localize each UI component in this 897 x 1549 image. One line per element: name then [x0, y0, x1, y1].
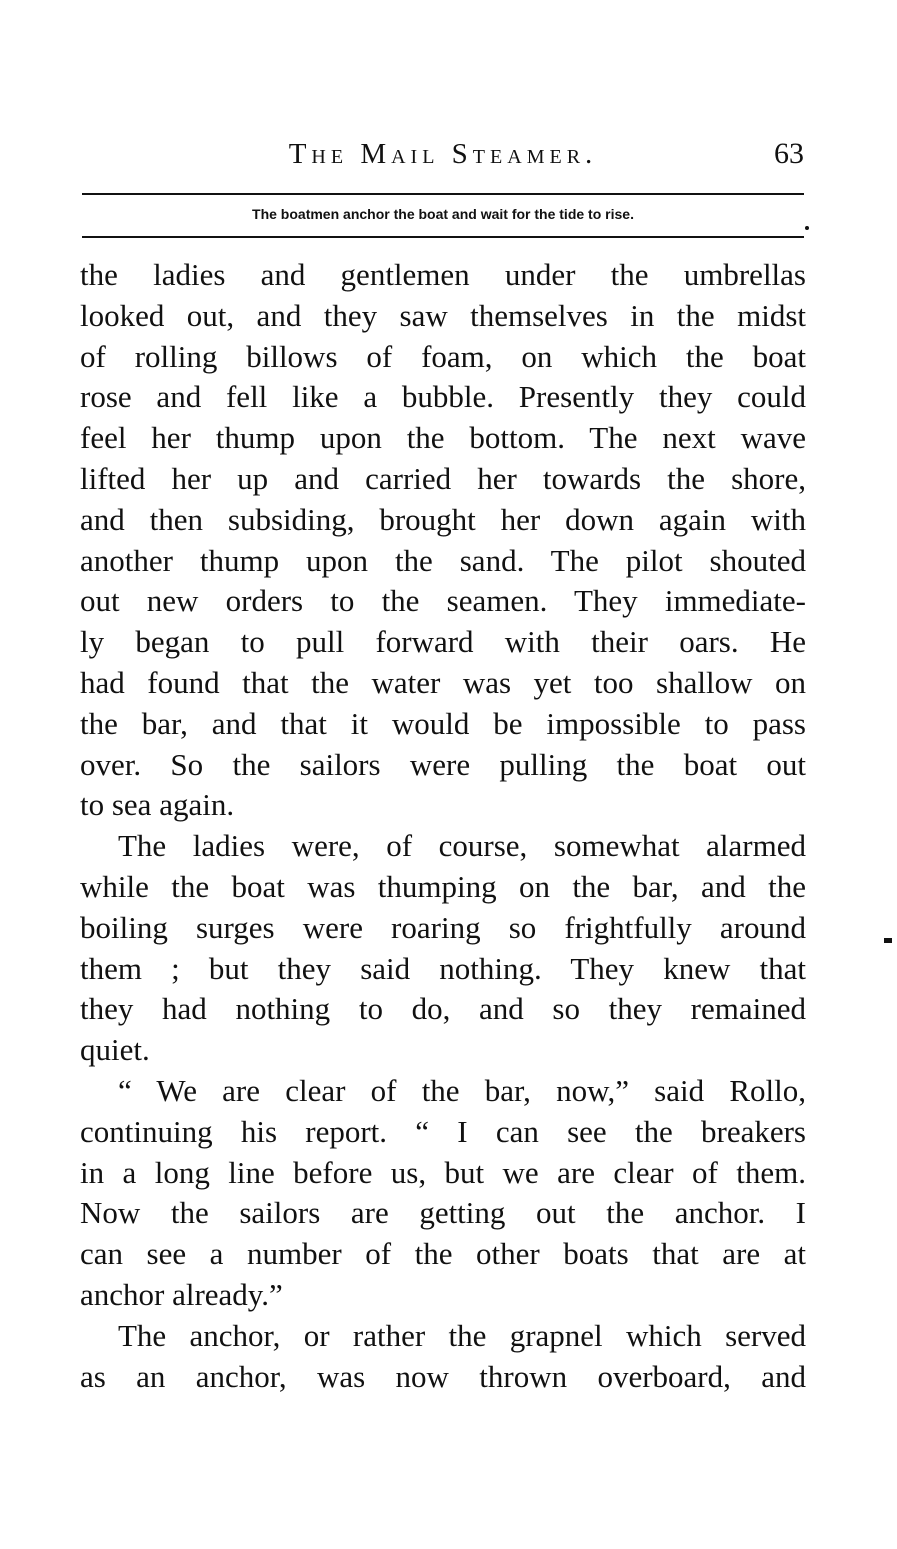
text-line: over. So the sailors were pulling the boat out	[80, 746, 806, 782]
text-line: they had nothing to do, and so they remained	[80, 991, 806, 1027]
text-line: to sea again.	[80, 787, 235, 823]
text-line: The anchor, or rather the grapnel which served	[118, 1317, 806, 1353]
text-line: the bar, and that it would be impossible to pass	[80, 705, 806, 741]
text-line: The ladies were, of course, somewhat alarmed	[118, 828, 806, 864]
text-line: as an anchor, was now thrown overboard, and	[80, 1358, 806, 1394]
text-line: anchor already.”	[80, 1276, 283, 1312]
text-line: “ We are clear of the bar, now,” said Rollo,	[118, 1072, 806, 1108]
body-text	[80, 255, 806, 1397]
text-line: can see a number of the other boats that are at	[80, 1236, 806, 1272]
text-line: feel her thump upon the bottom. The next wave	[80, 420, 806, 456]
text-line: rose and fell like a bubble. Presently they could	[80, 379, 806, 415]
text-line: and then subsiding, brought her down again with	[80, 501, 806, 537]
header-rule-top	[82, 193, 804, 195]
rule-dot-mark	[805, 226, 809, 230]
running-title: The Mail Steamer.	[288, 138, 598, 170]
text-line: in a long line before us, but we are clear of them.	[80, 1154, 806, 1190]
header-rule-bottom	[82, 236, 804, 238]
text-line: the ladies and gentlemen under the umbrellas	[80, 257, 806, 292]
text-line: out new orders to the seamen. They immediate-	[80, 583, 806, 619]
text-line: ly began to pull forward with their oars. He	[80, 624, 806, 660]
text-line: lifted her up and carried her towards the shore,	[80, 460, 806, 496]
text-line: Now the sailors are getting out the anchor. I	[80, 1195, 806, 1231]
chapter-synopsis: The boatmen anchor the boat and wait for the tide to rise.	[252, 206, 634, 222]
text-line: them ; but they said nothing. They knew that	[80, 950, 806, 986]
text-line: of rolling billows of foam, on which the boat	[80, 338, 806, 374]
page-number: 63	[774, 137, 804, 170]
text-line: boiling surges were roaring so frightfully around	[80, 909, 806, 945]
text-line: had found that the water was yet too shallow on	[80, 664, 806, 700]
text-line: continuing his report. “ I can see the breakers	[80, 1113, 806, 1149]
text-line: another thump upon the sand. The pilot shouted	[80, 542, 806, 578]
text-line: while the boat was thumping on the bar, and the	[80, 868, 806, 904]
text-line: quiet.	[80, 1032, 150, 1068]
text-line: looked out, and they saw themselves in the midst	[80, 297, 806, 333]
margin-ink-mark	[884, 938, 892, 943]
running-head	[82, 136, 804, 176]
